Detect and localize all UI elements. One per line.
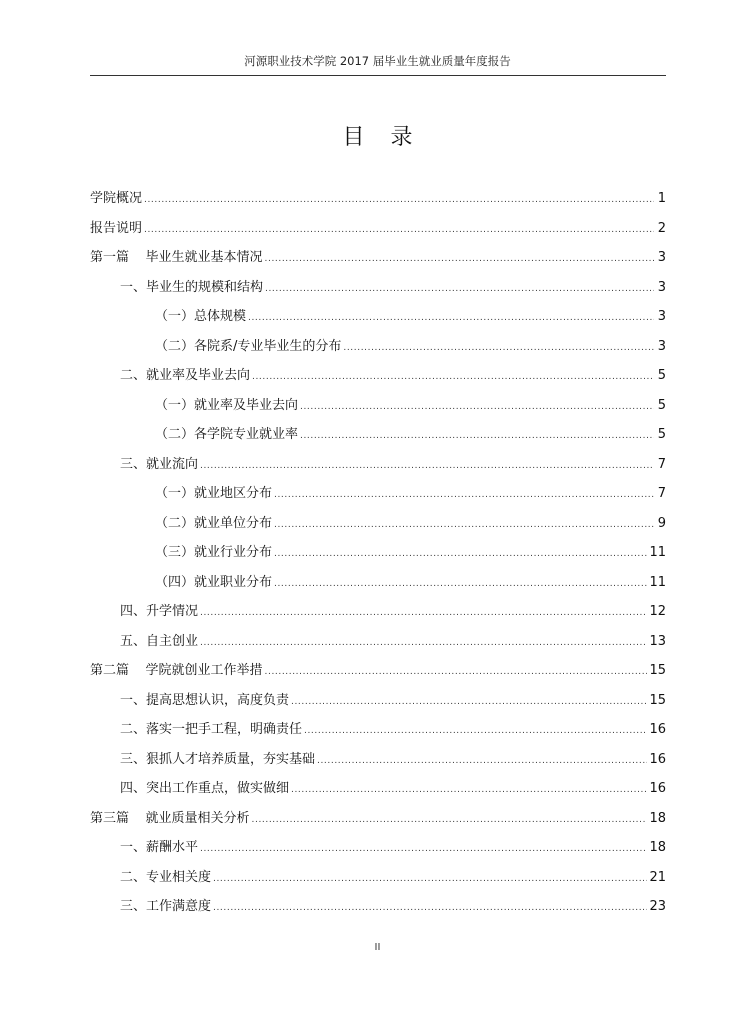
toc-entry[interactable]: [90, 807, 666, 837]
toc-entry[interactable]: [90, 600, 666, 630]
toc-entry-label: 四、突出工作重点，做实做细: [120, 781, 290, 796]
toc-entry-page: 3: [657, 338, 666, 354]
toc-entry-label: （二）各学院专业就业率: [155, 427, 299, 442]
toc-entry-label: （二）就业单位分布: [155, 515, 273, 531]
toc-leader-dots: [144, 195, 654, 205]
toc-entry-label: （二）各院系/专业毕业生的分布: [155, 338, 342, 354]
running-header: 河源职业技术学院 2017 届毕业生就业质量年度报告: [244, 54, 511, 68]
toc-entry[interactable]: [90, 423, 666, 453]
toc-leader-dots: [248, 313, 654, 323]
toc-leader-dots: [343, 343, 654, 353]
toc-leader-dots: [274, 549, 647, 559]
toc-entry[interactable]: [90, 482, 666, 512]
toc-entry-label: （一）就业率及毕业去向: [155, 397, 299, 413]
toc-leader-dots: [144, 225, 654, 235]
toc-entry[interactable]: [90, 689, 666, 719]
toc-entry-page: 15: [649, 663, 666, 678]
toc-entry[interactable]: [90, 364, 666, 394]
toc-entry[interactable]: [90, 394, 666, 424]
toc-entry-page: 9: [657, 515, 666, 531]
toc-entry-page: 3: [657, 309, 666, 324]
toc-entry[interactable]: [90, 630, 666, 660]
header-rule: [90, 75, 666, 76]
toc-entry-label: （三）就业行业分布: [155, 545, 273, 560]
toc-entry[interactable]: [90, 246, 666, 276]
toc-entry-page: 13: [649, 633, 666, 649]
toc-leader-dots: [200, 638, 647, 648]
toc-entry[interactable]: [90, 866, 666, 896]
toc-entry[interactable]: [90, 718, 666, 748]
toc-leader-dots: [200, 608, 647, 618]
toc-leader-dots: [300, 431, 654, 441]
toc-entry-page: 5: [657, 427, 666, 442]
toc-entry-page: 11: [649, 545, 666, 560]
toc-entry-page: 7: [657, 486, 666, 501]
toc-entry[interactable]: [90, 659, 666, 689]
toc-leader-dots: [213, 874, 647, 884]
toc-entry-label: （一）就业地区分布: [155, 486, 273, 501]
toc-entry-label: 一、提高思想认识，高度负责: [120, 692, 290, 708]
toc-entry-label: 五、自主创业: [120, 633, 199, 649]
toc-entry[interactable]: [90, 895, 666, 925]
toc-entry[interactable]: [90, 305, 666, 335]
toc-leader-dots: [300, 402, 654, 412]
toc-entry-label: 第三篇 就业质量相关分析: [90, 810, 250, 826]
toc-entry[interactable]: [90, 512, 666, 542]
toc-entry[interactable]: [90, 836, 666, 866]
toc-entry-label: 报告说明: [90, 220, 143, 236]
toc-leader-dots: [252, 372, 654, 382]
toc-entry-page: 18: [649, 810, 666, 826]
toc-entry-label: 二、落实一把手工程，明确责任: [120, 722, 303, 737]
toc-entry-label: （一）总体规模: [155, 309, 247, 324]
toc-entry[interactable]: [90, 571, 666, 601]
toc-leader-dots: [274, 520, 654, 530]
toc-entry-label: 第一篇 毕业生就业基本情况: [90, 250, 263, 265]
toc-entry-page: 5: [657, 397, 666, 413]
toc-leader-dots: [252, 815, 648, 825]
toc-leader-dots: [274, 579, 647, 589]
toc-entry[interactable]: [90, 276, 666, 306]
toc-entry-page: 18: [649, 840, 666, 855]
toc-entry-label: （四）就业职业分布: [155, 574, 273, 590]
toc-entry[interactable]: [90, 748, 666, 778]
toc-entry-page: 5: [657, 368, 666, 383]
toc-entry-page: 16: [649, 751, 666, 767]
toc-entry-label: 四、升学情况: [120, 604, 199, 619]
toc-leader-dots: [291, 785, 647, 795]
toc-entry[interactable]: [90, 541, 666, 571]
toc-entry-page: 12: [649, 604, 666, 619]
toc-entry-label: 一、薪酬水平: [120, 840, 199, 855]
toc-entry[interactable]: [90, 187, 666, 217]
toc-leader-dots: [200, 461, 654, 471]
toc-entry-label: 二、专业相关度: [120, 869, 212, 885]
toc-entry-page: 2: [657, 220, 666, 236]
toc-entry-label: 三、狠抓人才培养质量，夯实基础: [120, 751, 316, 767]
toc-entry-label: 第二篇 学院就创业工作举措: [90, 663, 263, 678]
toc-leader-dots: [213, 903, 647, 913]
toc-leader-dots: [304, 726, 647, 736]
toc-entry-page: 3: [657, 250, 666, 265]
toc-entry-label: 一、毕业生的规模和结构: [120, 279, 264, 295]
toc-entry[interactable]: [90, 217, 666, 247]
toc-entry-page: 21: [649, 869, 666, 885]
toc-entry-page: 11: [649, 574, 666, 590]
toc-leader-dots: [265, 667, 648, 677]
toc-leader-dots: [317, 756, 647, 766]
toc-entry[interactable]: [90, 453, 666, 483]
toc-leader-dots: [265, 284, 654, 294]
toc-leader-dots: [291, 697, 647, 707]
toc-entry-label: 二、就业率及毕业去向: [120, 368, 251, 383]
toc-leader-dots: [265, 254, 654, 264]
toc-leader-dots: [274, 490, 654, 500]
toc-entry-page: 23: [649, 899, 666, 914]
page-title: 目录: [342, 125, 439, 150]
toc-entry-page: 3: [657, 279, 666, 295]
toc-entry[interactable]: [90, 335, 666, 365]
toc-entry-page: 16: [649, 722, 666, 737]
toc-entry-page: 15: [649, 692, 666, 708]
toc-entry-label: 学院概况: [90, 191, 143, 206]
toc-entry-label: 三、就业流向: [120, 456, 199, 472]
page-number: II: [374, 942, 381, 953]
toc-entry-page: 7: [657, 456, 666, 472]
table-of-contents: [90, 187, 666, 925]
toc-entry-page: 1: [657, 191, 666, 206]
toc-entry-label: 三、工作满意度: [120, 899, 212, 914]
toc-entry[interactable]: [90, 777, 666, 807]
toc-leader-dots: [200, 844, 647, 854]
toc-entry-page: 16: [649, 781, 666, 796]
